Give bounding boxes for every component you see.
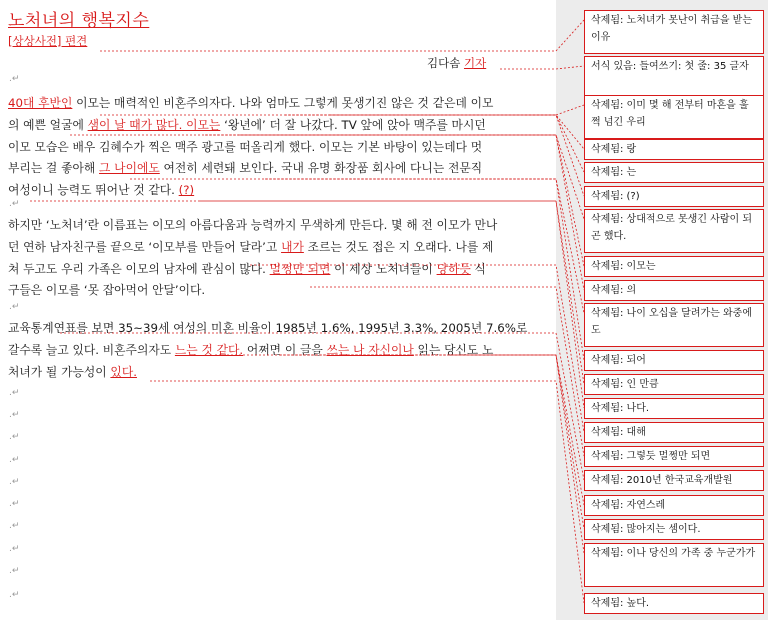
text-run: 구들은 이모를 ‘못 잡아먹어 안달’이다. [8, 283, 206, 298]
inserted-text: 있다. [110, 364, 137, 379]
text-line[interactable] [8, 158, 550, 180]
text-line[interactable] [8, 280, 550, 302]
text-run: 처녀가 될 가능성이 [8, 364, 111, 379]
paragraph[interactable] [8, 215, 550, 302]
revision-comment[interactable]: 삭제됨: 대해 [584, 422, 764, 443]
revision-comment[interactable]: 삭제됨: 나이 오십을 달려가는 와중에도 [584, 303, 764, 347]
revision-comment[interactable]: 삭제됨: 높다. [584, 593, 764, 614]
empty-paragraph-mark: .↵ [9, 455, 20, 465]
revision-comment[interactable]: 삭제됨: 이모는 [584, 256, 764, 277]
revision-comment[interactable]: 삭제됨: 되어 [584, 350, 764, 371]
empty-paragraph-mark: .↵ [9, 499, 20, 509]
text-run: 여전히 세련돼 보인다. 국내 유명 화장품 회사에 다니는 전문직 [159, 161, 483, 176]
text-run: 식 [470, 261, 486, 276]
text-run: 갈수록 늘고 있다. 비혼주의자도 [8, 342, 175, 357]
text-line[interactable] [8, 137, 550, 159]
inserted-text: 샘이 날 때가 많다. 이모는 [87, 117, 221, 132]
revision-comment[interactable]: 서식 있음: 들여쓰기: 첫 줄: 35 글자 [584, 56, 764, 96]
inserted-text: 40대 후반인 [8, 96, 73, 110]
empty-paragraph-mark: .↵ [9, 590, 20, 600]
revision-comment[interactable]: 삭제됨: (?) [584, 186, 764, 207]
document-title[interactable]: 노처녀의 행복지수 [8, 11, 150, 31]
text-line[interactable] [8, 215, 550, 237]
text-run: 조르는 것도 접은 지 오래다. 나를 제 [303, 239, 494, 254]
text-run: 하지만 ‘노처녀’란 이름표는 이모의 아름다움과 능력까지 무색하게 만든다. 몇 해 전 이모가 만나 [8, 218, 498, 232]
text-run: 교육통계연표를 보면 35~39세 여성의 미혼 비율이 1985년 1.6%, 1995년 3.3%, 2005년 7.6%로 [8, 321, 528, 335]
text-run: 부리는 걸 좋아해 [8, 161, 100, 176]
inserted-text: 쓰는 나 자신이나 [326, 342, 414, 357]
empty-paragraph-mark: .↵ [9, 566, 20, 576]
inserted-text: 내가 [281, 239, 304, 254]
paragraph[interactable] [8, 318, 550, 383]
empty-paragraph-mark: .↵ [9, 477, 20, 487]
text-line[interactable] [8, 318, 550, 340]
text-run: 이모 모습은 배우 김혜수가 찍은 맥주 광고를 떠올리게 했다. 이모는 기본 바탕이 있는데다 멋 [8, 139, 483, 154]
empty-paragraph-mark: .↵ [9, 432, 20, 442]
inserted-text: 당하듯 [436, 261, 471, 276]
document-subtitle[interactable]: [상상사전] 편견 [8, 34, 88, 48]
text-run: 어쩌면 이 글을 [243, 342, 327, 357]
text-line[interactable] [8, 93, 550, 115]
empty-paragraph-mark: .↵ [9, 388, 20, 398]
text-run: 이모는 매력적인 비혼주의자다. 나와 엄마도 그렇게 못생기진 않은 것 같은데 이모 [72, 96, 494, 110]
paragraph[interactable] [8, 93, 550, 202]
revision-comment[interactable]: 삭제됨: 이나 당신의 가족 중 누군가가 [584, 543, 764, 587]
revision-comment[interactable]: 삭제됨: 이미 몇 해 전부터 마흔을 훌쩍 넘긴 우리 [584, 95, 764, 139]
text-line[interactable] [8, 340, 550, 362]
revision-comment[interactable]: 삭제됨: 노처녀가 못난이 취급을 받는 이유 [584, 10, 764, 54]
empty-paragraph-mark: .↵ [9, 74, 20, 84]
inserted-text: 느는 것 같다. [174, 342, 244, 357]
revision-comment[interactable]: 삭제됨: 나다. [584, 398, 764, 419]
inserted-text: 그 나이에도 [99, 161, 160, 176]
text-line[interactable] [8, 237, 550, 259]
text-line[interactable] [8, 362, 550, 384]
text-line[interactable] [8, 115, 550, 137]
empty-paragraph-mark: .↵ [9, 410, 20, 420]
revision-comment[interactable]: 삭제됨: 자연스레 [584, 495, 764, 516]
revision-comment[interactable]: 삭제됨: 인 만큼 [584, 374, 764, 395]
byline[interactable] [427, 55, 486, 71]
empty-paragraph-mark: .↵ [9, 521, 20, 531]
revision-comment[interactable]: 삭제됨: 많아지는 셈이다. [584, 519, 764, 540]
text-line[interactable] [8, 180, 550, 202]
byline-role[interactable]: 기자 [463, 56, 487, 70]
text-run: 여성이니 능력도 뛰어난 것 같다. [8, 183, 179, 198]
text-run: 이 세상 노처녀들이 [330, 261, 437, 276]
text-line[interactable] [8, 259, 550, 281]
text-run: 의 예쁜 얼굴에 [8, 117, 88, 132]
empty-paragraph-mark: .↵ [9, 199, 20, 209]
revision-comment[interactable]: 삭제됨: 의 [584, 280, 764, 301]
text-run: 쳐 두고도 우리 가족은 이모의 남자에 관심이 많다. [8, 261, 270, 276]
revision-comment[interactable]: 삭제됨: 상대적으로 못생긴 사람이 되곤 했다. [584, 209, 764, 253]
text-run: 읽는 당신도 노 [413, 342, 494, 357]
inserted-text: 멀쩡만 되면 [269, 261, 331, 276]
text-run: ‘왕년에’ 더 잘 나갔다. TV 앞에 앉아 맥주를 마시던 [220, 117, 486, 132]
inserted-text: (?) [178, 183, 195, 198]
empty-paragraph-mark: .↵ [9, 544, 20, 554]
revision-comment[interactable]: 삭제됨: 2010년 한국교육개발원 [584, 470, 764, 491]
empty-paragraph-mark: .↵ [9, 302, 20, 312]
revision-comment[interactable]: 삭제됨: 는 [584, 162, 764, 183]
text-run: 던 연하 남자친구를 끝으로 ‘이모부를 만들어 달라’고 [8, 239, 282, 254]
revision-comment[interactable]: 삭제됨: 그렇듯 멀쩡만 되면 [584, 446, 764, 467]
revision-comment[interactable]: 삭제됨: 랑 [584, 139, 764, 160]
byline-name[interactable]: 김다솜 [427, 56, 461, 70]
